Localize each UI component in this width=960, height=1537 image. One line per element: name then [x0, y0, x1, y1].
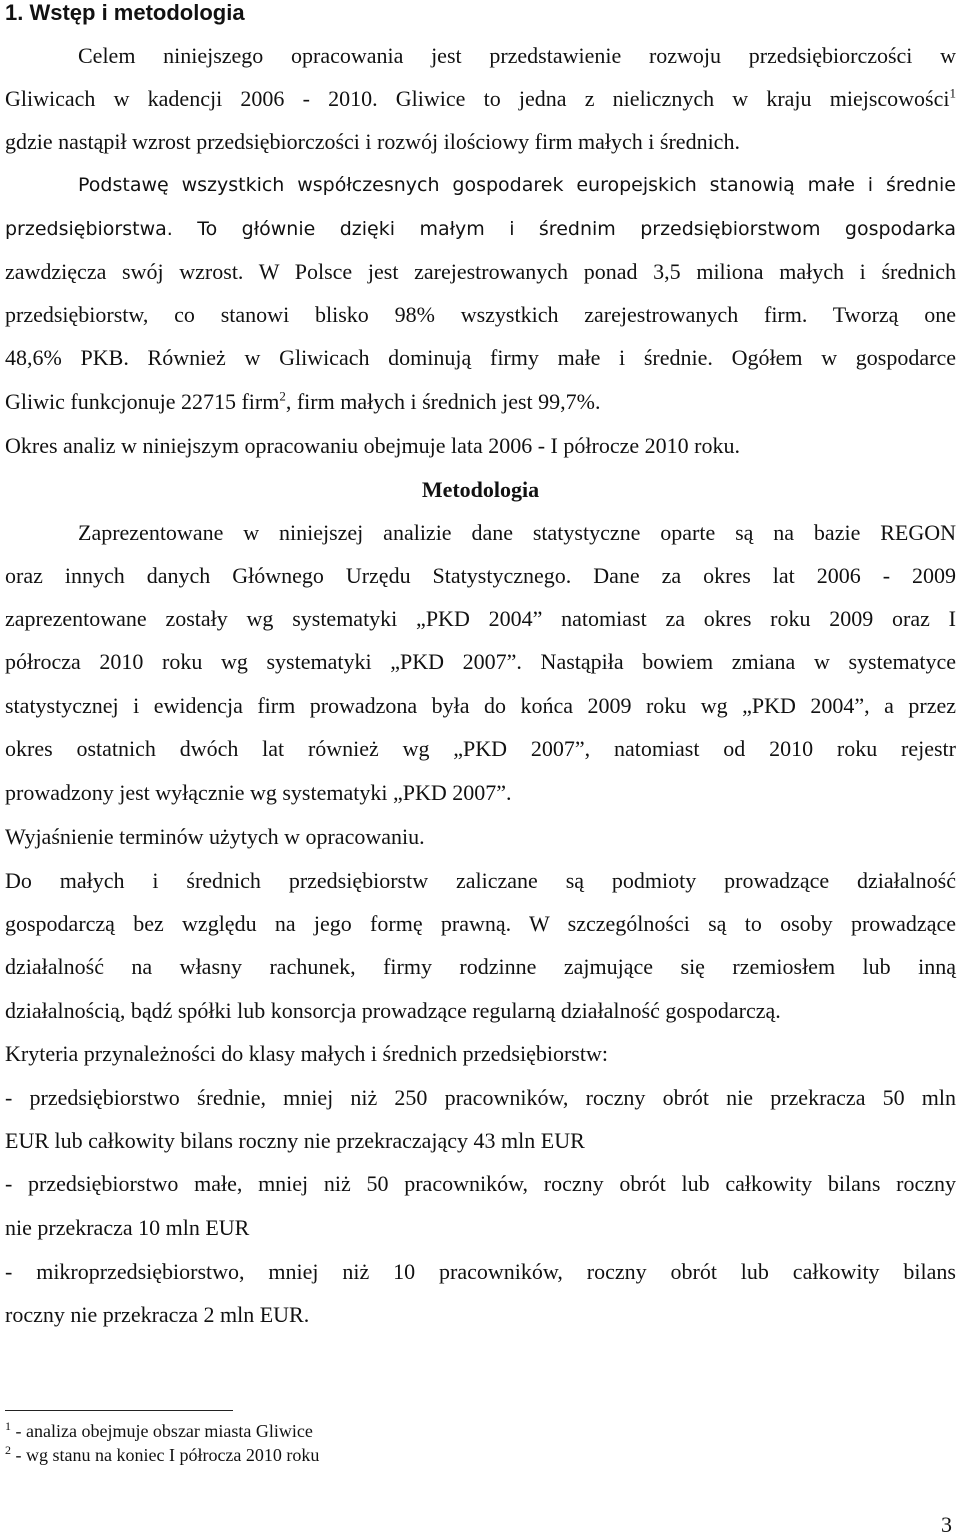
text-line: 48,6% PKB. Również w Gliwicach dominują firmy małe i średnie. Ogółem w gospodarce [5, 345, 956, 370]
section-heading: 1. Wstęp i metodologia [5, 0, 245, 25]
text-line: Podstawę wszystkich współczesnych gospodarek europejskich stanowią małe i średnie [78, 174, 956, 196]
text-line: oraz innych danych Głównego Urzędu Statystycznego. Dane za okres lat 2006 - 2009 [5, 563, 956, 588]
text-line: statystycznej i ewidencja firm prowadzona była do końca 2009 roku wg „PKD 2004”, a przez [5, 693, 956, 718]
text-line: Gliwic funkcjonuje 22715 firm$^2$, firm małych i średnich jest 99,7%. [5, 388, 601, 414]
text-line: przedsiębiorstwa. To głównie dzięki małym i średnim przedsiębiorstwom gospodarka [5, 218, 956, 240]
text-line: Celem niniejszego opracowania jest przedstawienie rozwoju przedsiębiorczości w [78, 43, 956, 68]
text-line: Do małych i średnich przedsiębiorstw zaliczane są podmioty prowadzące działalność [5, 868, 956, 893]
text-line: Gliwicach w kadencji 2006 - 2010. Gliwice to jedna z nielicznych w kraju miejscowości$^1$ [5, 85, 956, 111]
text-line: Okres analiz w niniejszym opracowaniu obejmuje lata 2006 - I półrocze 2010 roku. [5, 433, 740, 458]
subheading: Metodologia [421, 477, 540, 502]
text-line: Wyjaśnienie terminów użytych w opracowaniu. [5, 824, 425, 849]
text-line: prowadzony jest wyłącznie wg systematyki „PKD 2007”. [5, 780, 512, 805]
text-line: półrocza 2010 roku wg systematyki „PKD 2007”. Nastąpiła bowiem zmiana w systematyce [5, 649, 956, 674]
footnote-divider [5, 1410, 233, 1411]
footnote: $^2$ - wg stanu na koniec I półrocza 2010 roku [5, 1443, 320, 1465]
text-line: działalnością, bądź spółki lub konsorcja prowadzące regularną działalność gospodarczą. [5, 998, 781, 1023]
text-line: - mikroprzedsiębiorstwo, mniej niż 10 pracowników, roczny obrót lub całkowity bilans [5, 1259, 956, 1284]
text-line: nie przekracza 10 mln EUR [5, 1215, 250, 1240]
text-line: Kryteria przynależności do klasy małych i średnich przedsiębiorstw: [5, 1041, 608, 1066]
footnote-ref: 2 [279, 388, 286, 404]
footnote-ref: 1 [949, 85, 956, 101]
page-number: 3 [941, 1512, 952, 1537]
text-line: roczny nie przekracza 2 mln EUR. [5, 1302, 310, 1327]
footnote: $^1$ - analiza obejmuje obszar miasta Gliwice [5, 1419, 313, 1441]
text-line: Zaprezentowane w niniejszej analizie dane statystyczne oparte są na bazie REGON [78, 520, 956, 545]
text-line: - przedsiębiorstwo średnie, mniej niż 250 pracowników, roczny obrót nie przekracza 50 mln [5, 1085, 956, 1110]
text-line: - przedsiębiorstwo małe, mniej niż 50 pracowników, roczny obrót lub całkowity bilans roczny [5, 1171, 956, 1196]
text-line: gospodarczą bez względu na jego formę prawną. W szczególności są to osoby prowadzące [5, 911, 956, 936]
footnote-mark: 1 [5, 1419, 11, 1433]
text-line: okres ostatnich dwóch lat również wg „PKD 2007”, natomiast od 2010 roku rejestr [5, 736, 956, 761]
footnote-mark: 2 [5, 1443, 11, 1457]
text-line: działalność na własny rachunek, firmy rodzinne zajmujące się rzemiosłem lub inną [5, 954, 956, 979]
text-line: przedsiębiorstw, co stanowi blisko 98% wszystkich zarejestrowanych firm. Tworzą one [5, 302, 956, 327]
text-line: zaprezentowane zostały wg systematyki „PKD 2004” natomiast za okres roku 2009 oraz I [5, 606, 956, 631]
text-line: zawdzięcza swój wzrost. W Polsce jest zarejestrowanych ponad 3,5 miliona małych i średnich [5, 259, 956, 284]
text-line: EUR lub całkowity bilans roczny nie przekraczający 43 mln EUR [5, 1128, 585, 1153]
text-line: gdzie nastąpił wzrost przedsiębiorczości i rozwój ilościowy firm małych i średnich. [5, 129, 740, 154]
